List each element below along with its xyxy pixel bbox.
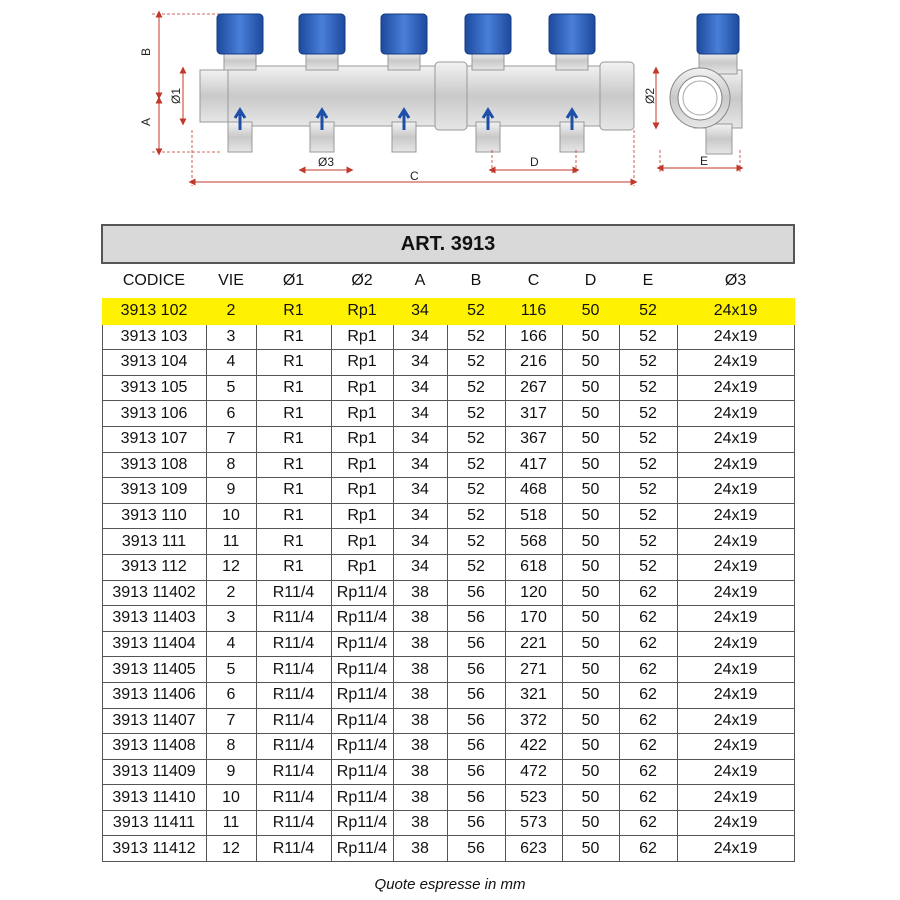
table-cell: 518 [505,503,562,529]
table-cell: Rp1 [331,529,393,555]
table-cell: 56 [447,810,505,836]
table-cell: Rp1 [331,503,393,529]
table-cell: 52 [619,375,677,401]
table-cell: 38 [393,682,447,708]
table-cell: 3913 111 [102,529,206,555]
dim-label-d: D [530,155,539,169]
table-row-highlighted [102,299,794,325]
table-cell: 24x19 [677,375,794,401]
table-cell: 34 [393,401,447,427]
table-cell: 166 [505,324,562,350]
table-cell: 3913 112 [102,554,206,580]
table-cell: 3913 11410 [102,785,206,811]
table-cell: 56 [447,682,505,708]
column-header: E [642,272,654,289]
column-header: D [584,272,597,289]
table-row [102,426,794,452]
table-cell: 52 [619,529,677,555]
table-row [102,554,794,580]
table-cell: 24x19 [677,836,794,862]
table-cell: 367 [505,426,562,452]
table-cell: 38 [393,708,447,734]
table-cell: 38 [393,657,447,683]
table-cell: 12 [206,554,256,580]
valve-cap [381,14,427,54]
table-row [102,682,794,708]
table-row [102,836,794,862]
table-cell: 52 [619,554,677,580]
table-cell: 2 [206,299,256,325]
table-cell: 3913 107 [102,426,206,452]
table-cell: 50 [562,401,619,427]
valve-cap [465,14,511,54]
manifold-body [200,62,634,130]
table-cell: 3913 11409 [102,759,206,785]
table-cell: 62 [619,580,677,606]
dim-label-a: A [139,117,153,126]
table-cell: 50 [562,580,619,606]
table-cell: 221 [505,631,562,657]
table-cell: R1 [256,401,331,427]
table-cell: 3913 109 [102,478,206,504]
column-header: CODICE [122,272,186,289]
table-cell: R1 [256,554,331,580]
table-cell: R1 [256,503,331,529]
table-cell: Rp11/4 [331,606,393,632]
table-cell: 3913 11403 [102,606,206,632]
table-cell: 3913 108 [102,452,206,478]
table-cell: 62 [619,734,677,760]
table-cell: 34 [393,452,447,478]
table-cell: 267 [505,375,562,401]
table-cell: 52 [447,426,505,452]
table-cell: R11/4 [256,836,331,862]
table-cell: 573 [505,810,562,836]
table-cell: 38 [393,810,447,836]
table-cell: 321 [505,682,562,708]
table-cell: 170 [505,606,562,632]
table-cell: 3913 11405 [102,657,206,683]
spec-table [101,224,795,862]
table-cell: R11/4 [256,759,331,785]
table-cell: 34 [393,478,447,504]
dim-label-c: C [410,169,419,183]
table-cell: 52 [447,452,505,478]
dim-label-d3: Ø3 [318,155,335,169]
table-cell: 38 [393,631,447,657]
table-cell: 50 [562,478,619,504]
table-cell: 120 [505,580,562,606]
table-cell: R11/4 [256,810,331,836]
table-cell: 12 [206,836,256,862]
table-cell: 52 [447,401,505,427]
table-cell: Rp1 [331,452,393,478]
column-header: B [470,272,482,289]
table-cell: Rp11/4 [331,580,393,606]
table-cell: 56 [447,785,505,811]
table-cell: 11 [206,810,256,836]
table-cell: 52 [447,375,505,401]
table-cell: 52 [619,452,677,478]
table-cell: 50 [562,836,619,862]
table-cell: 50 [562,734,619,760]
table-cell: 56 [447,708,505,734]
table-cell: 62 [619,682,677,708]
table-row [102,759,794,785]
table-cell: 38 [393,606,447,632]
column-header: C [527,272,540,289]
table-row [102,350,794,376]
table-cell: 52 [619,503,677,529]
column-header: A [414,272,426,289]
table-cell: 34 [393,375,447,401]
table-cell: R11/4 [256,734,331,760]
table-row [102,401,794,427]
table-cell: 52 [619,299,677,325]
table-cell: 38 [393,759,447,785]
table-cell: Rp11/4 [331,785,393,811]
table-cell: 3913 105 [102,375,206,401]
table-cell: 62 [619,759,677,785]
column-header: VIE [218,272,244,289]
table-cell: 3 [206,606,256,632]
table-cell: 62 [619,606,677,632]
table-cell: 56 [447,580,505,606]
table-title: ART. 3913 [102,225,794,263]
table-cell: R11/4 [256,631,331,657]
table-cell: 50 [562,708,619,734]
table-cell: 417 [505,452,562,478]
table-cell: 52 [447,299,505,325]
table-cell: 7 [206,426,256,452]
dim-label-d2: Ø2 [643,87,657,104]
table-row [102,478,794,504]
table-cell: Rp11/4 [331,708,393,734]
table-cell: 50 [562,554,619,580]
table-cell: 50 [562,299,619,325]
table-cell: R11/4 [256,606,331,632]
table-cell: R1 [256,426,331,452]
table-cell: 2 [206,580,256,606]
table-cell: 24x19 [677,478,794,504]
table-cell: 52 [619,324,677,350]
table-cell: 24x19 [677,785,794,811]
table-cell: 34 [393,350,447,376]
column-header: Ø1 [282,272,305,289]
table-cell: 618 [505,554,562,580]
table-cell: 3913 11411 [102,810,206,836]
table-cell: 50 [562,631,619,657]
table-row [102,657,794,683]
table-cell: 56 [447,631,505,657]
table-cell: R1 [256,324,331,350]
table-cell: R1 [256,452,331,478]
dim-label-e: E [700,154,709,168]
table-cell: R11/4 [256,682,331,708]
table-row [102,452,794,478]
table-cell: 34 [393,426,447,452]
table-cell: 52 [447,529,505,555]
table-cell: 24x19 [677,426,794,452]
table-cell: 24x19 [677,580,794,606]
column-header: Ø3 [724,272,747,289]
table-cell: 24x19 [677,759,794,785]
table-cell: 8 [206,452,256,478]
table-cell: 34 [393,299,447,325]
table-cell: 38 [393,734,447,760]
table-cell: 50 [562,606,619,632]
table-row [102,810,794,836]
table-cell: R11/4 [256,657,331,683]
table-cell: 6 [206,682,256,708]
table-cell: 50 [562,452,619,478]
table-row [102,631,794,657]
table-cell: 62 [619,785,677,811]
table-cell: Rp1 [331,426,393,452]
table-cell: 9 [206,478,256,504]
table-cell: 3913 11408 [102,734,206,760]
table-cell: Rp1 [331,478,393,504]
table-cell: 216 [505,350,562,376]
table-cell: 3913 110 [102,503,206,529]
table-cell: 52 [447,554,505,580]
table-cell: 56 [447,759,505,785]
valve-cap [299,14,345,54]
table-cell: Rp1 [331,299,393,325]
table-row [102,580,794,606]
table-cell: Rp1 [331,554,393,580]
table-cell: 523 [505,785,562,811]
valve-cap [217,14,263,54]
table-cell: 62 [619,657,677,683]
table-cell: 10 [206,785,256,811]
table-row [102,734,794,760]
table-cell: 24x19 [677,631,794,657]
table-cell: 568 [505,529,562,555]
table-cell: Rp11/4 [331,682,393,708]
table-cell: 52 [447,324,505,350]
table-row [102,375,794,401]
table-cell: 50 [562,785,619,811]
table-cell: 5 [206,657,256,683]
table-cell: 52 [619,478,677,504]
table-row [102,785,794,811]
table-cell: 50 [562,503,619,529]
table-cell: 3 [206,324,256,350]
table-cell: 24x19 [677,682,794,708]
table-cell: Rp11/4 [331,631,393,657]
table-cell: 3913 11412 [102,836,206,862]
table-cell: 3913 104 [102,350,206,376]
table-cell: 317 [505,401,562,427]
table-cell: 3913 11402 [102,580,206,606]
table-cell: 50 [562,759,619,785]
table-cell: 7 [206,708,256,734]
table-cell: 3913 103 [102,324,206,350]
table-cell: 3913 11404 [102,631,206,657]
column-header: Ø2 [351,272,373,289]
table-row [102,529,794,555]
table-cell: 4 [206,350,256,376]
table-cell: 6 [206,401,256,427]
table-cell: 3913 106 [102,401,206,427]
table-row [102,708,794,734]
footnote: Quote espresse in mm [374,876,526,893]
table-cell: 62 [619,836,677,862]
table-cell: R1 [256,375,331,401]
table-cell: 50 [562,682,619,708]
table-cell: 50 [562,350,619,376]
table-cell: 10 [206,503,256,529]
table-cell: 24x19 [677,503,794,529]
table-cell: 24x19 [677,401,794,427]
table-cell: 52 [619,350,677,376]
table-cell: Rp11/4 [331,657,393,683]
table-cell: Rp1 [331,350,393,376]
table-cell: 24x19 [677,554,794,580]
table-cell: 34 [393,554,447,580]
table-cell: 116 [505,299,562,325]
valve-cap [549,14,595,54]
table-cell: R1 [256,350,331,376]
table-cell: 24x19 [677,708,794,734]
table-cell: 24x19 [677,299,794,325]
table-cell: Rp11/4 [331,836,393,862]
table-cell: 56 [447,657,505,683]
table-cell: 24x19 [677,606,794,632]
table-row [102,606,794,632]
table-cell: 422 [505,734,562,760]
table-cell: Rp11/4 [331,734,393,760]
table-header-row [102,263,794,299]
table-cell: 24x19 [677,529,794,555]
table-cell: 62 [619,708,677,734]
table-cell: 11 [206,529,256,555]
table-cell: 52 [447,503,505,529]
table-cell: 38 [393,836,447,862]
table-cell: 56 [447,836,505,862]
table-cell: Rp1 [331,375,393,401]
table-cell: 38 [393,580,447,606]
manifold-side-view [670,14,742,154]
table-cell: 52 [447,350,505,376]
table-cell: 24x19 [677,810,794,836]
dim-label-b: B [139,47,153,56]
table-cell: 34 [393,324,447,350]
table-cell: 24x19 [677,350,794,376]
table-cell: 52 [447,478,505,504]
table-cell: R1 [256,529,331,555]
table-cell: 56 [447,734,505,760]
table-cell: 468 [505,478,562,504]
table-cell: 34 [393,529,447,555]
table-cell: 50 [562,529,619,555]
table-cell: R11/4 [256,580,331,606]
dim-label-d1: Ø1 [169,87,183,104]
table-cell: Rp1 [331,324,393,350]
table-cell: R11/4 [256,708,331,734]
table-cell: R1 [256,478,331,504]
table-cell: 62 [619,810,677,836]
table-cell: 623 [505,836,562,862]
table-cell: 62 [619,631,677,657]
table-cell: R11/4 [256,785,331,811]
table-cell: 50 [562,810,619,836]
table-cell: 38 [393,785,447,811]
table-cell: Rp11/4 [331,810,393,836]
table-cell: 5 [206,375,256,401]
table-cell: 3913 11406 [102,682,206,708]
table-cell: 50 [562,657,619,683]
table-cell: Rp11/4 [331,759,393,785]
table-cell: R1 [256,299,331,325]
table-cell: 52 [619,426,677,452]
table-cell: 50 [562,426,619,452]
table-cell: 8 [206,734,256,760]
table-cell: 24x19 [677,324,794,350]
table-cell: 24x19 [677,734,794,760]
table-cell: 50 [562,375,619,401]
table-cell: 24x19 [677,657,794,683]
table-cell: 372 [505,708,562,734]
table-cell: 4 [206,631,256,657]
table-cell: 3913 11407 [102,708,206,734]
table-cell: 3913 102 [102,299,206,325]
table-cell: 472 [505,759,562,785]
table-cell: 56 [447,606,505,632]
table-row [102,503,794,529]
table-cell: 271 [505,657,562,683]
manifold-technical-drawing [0,0,900,215]
table-body [102,299,794,862]
table-cell: Rp1 [331,401,393,427]
table-cell: 50 [562,324,619,350]
table-row [102,324,794,350]
table-cell: 34 [393,503,447,529]
table-cell: 24x19 [677,452,794,478]
table-cell: 52 [619,401,677,427]
table-cell: 9 [206,759,256,785]
